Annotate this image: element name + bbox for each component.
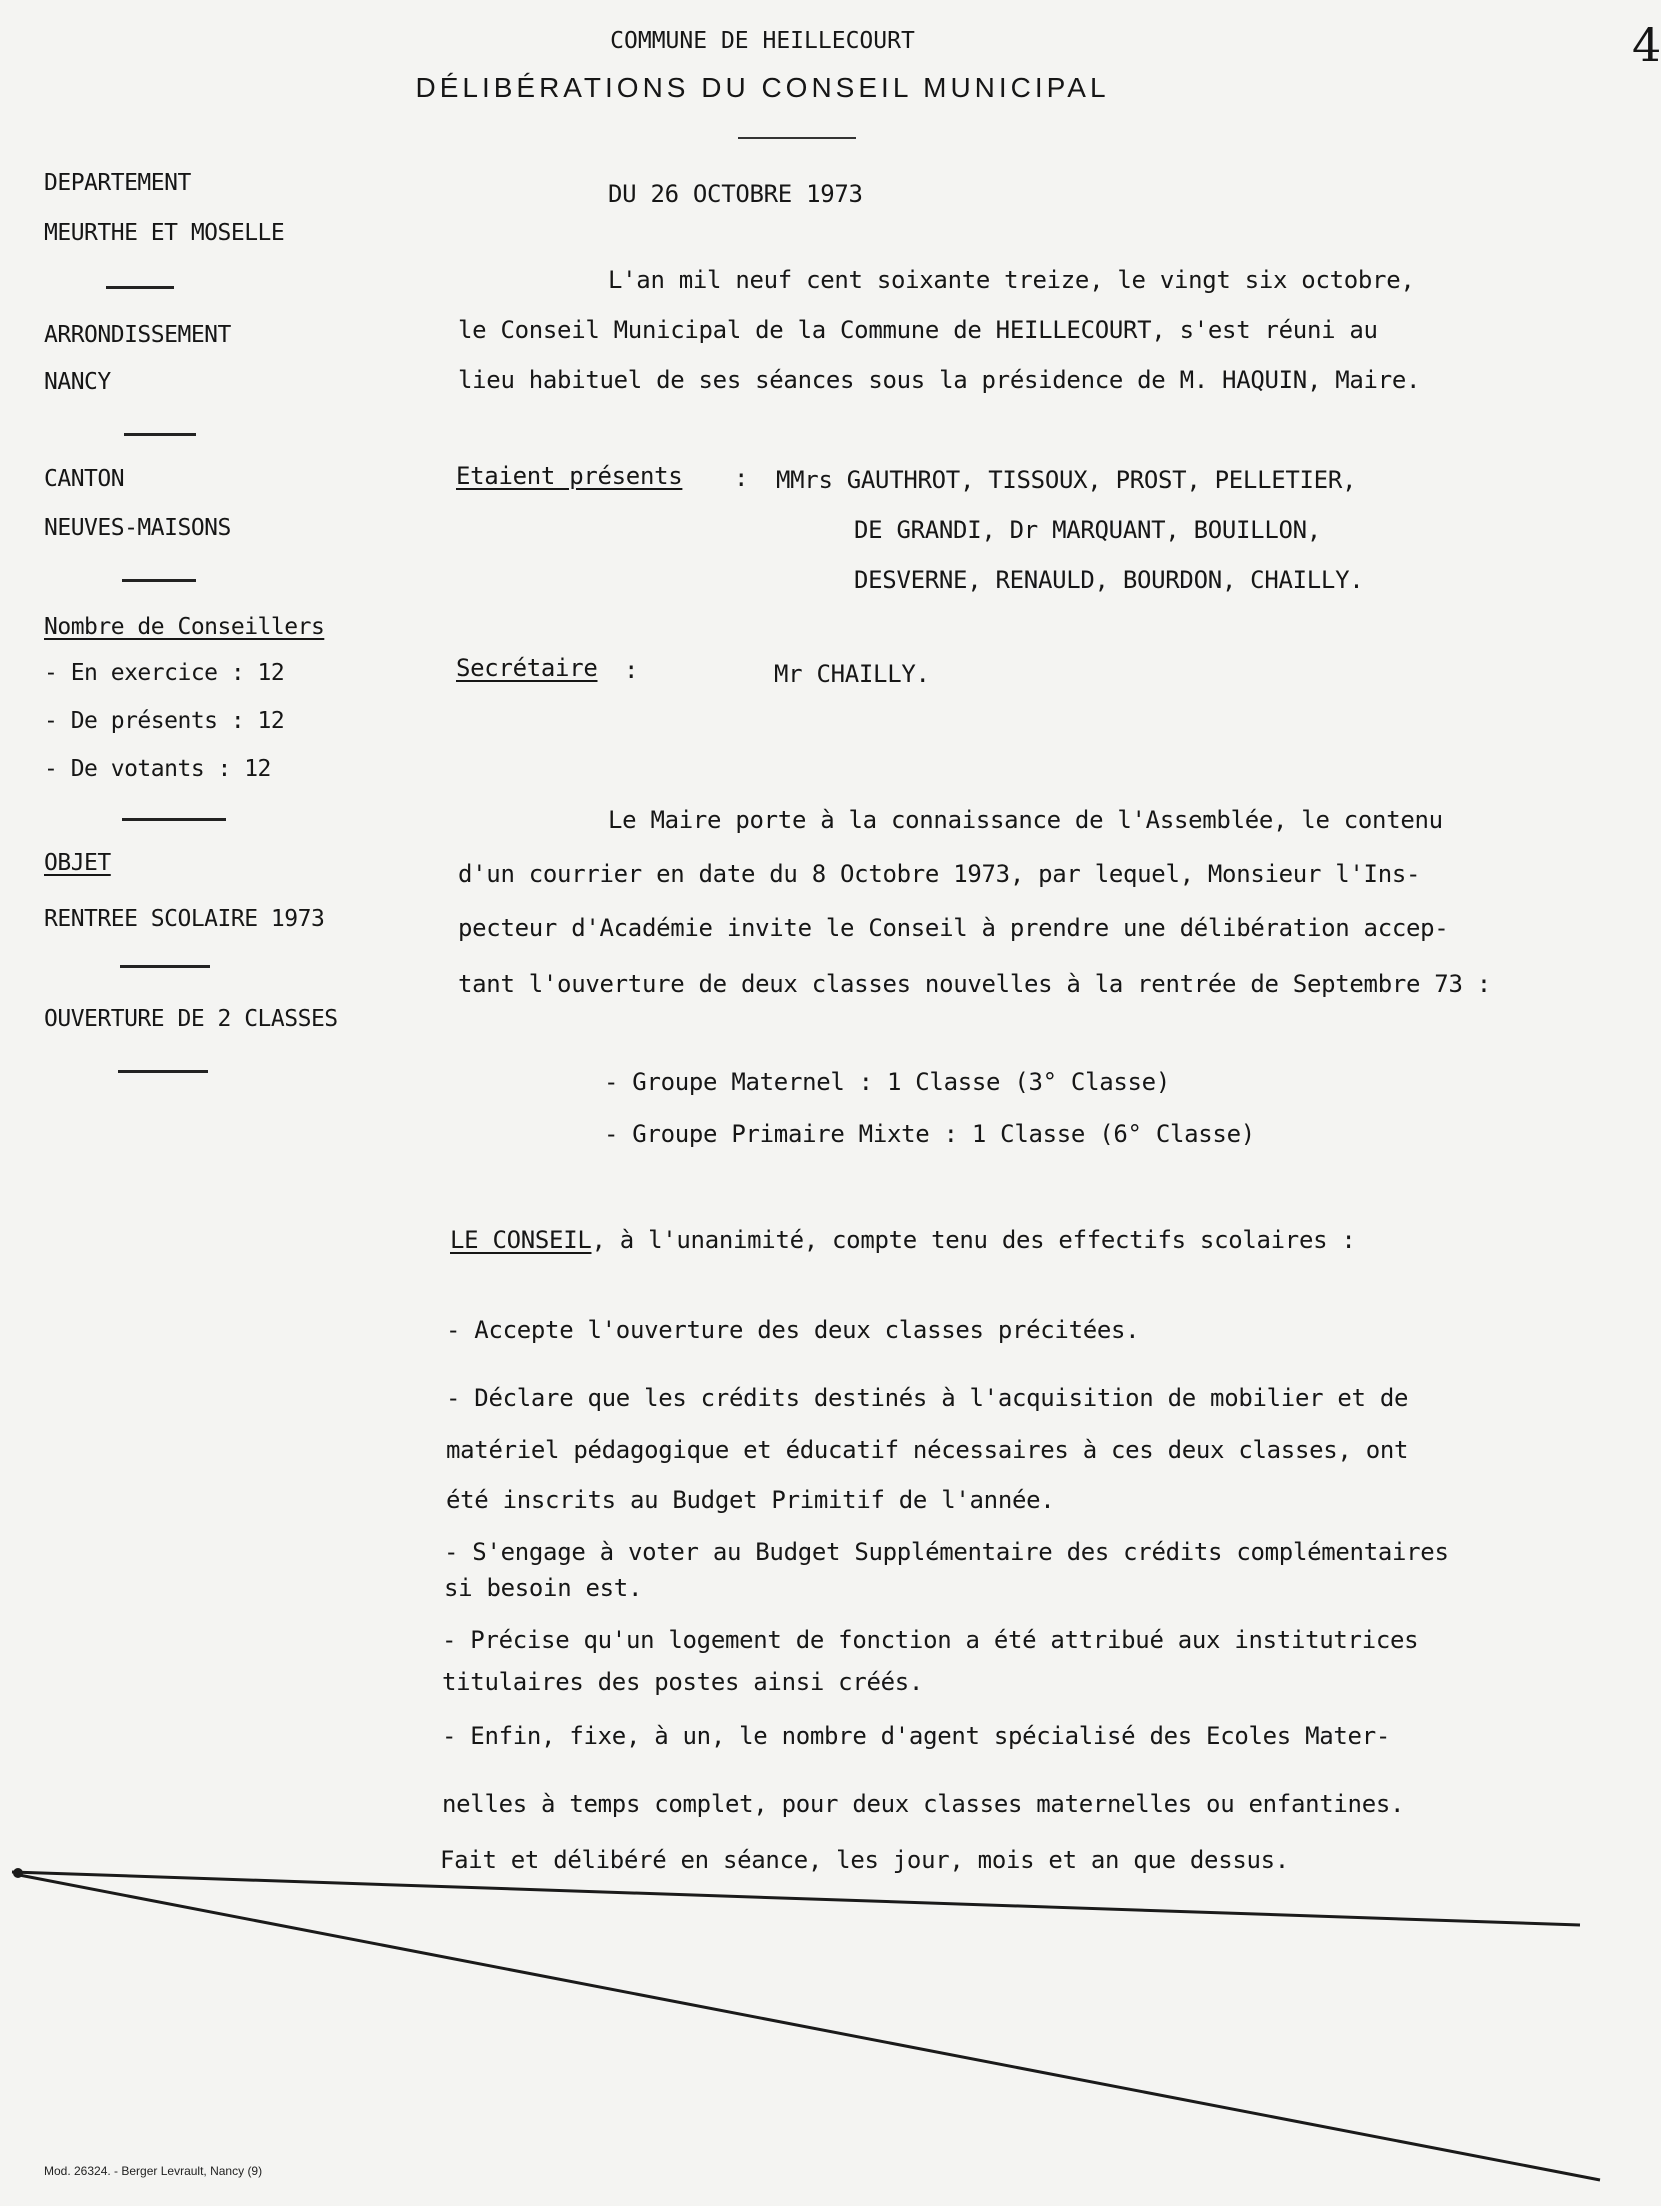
decision-line: - S'engage à voter au Budget Supplémentaire des crédits complémentaires <box>444 1538 1449 1566</box>
decision-line: été inscrits au Budget Primitif de l'année. <box>446 1486 1055 1514</box>
secretaire-colon: : <box>624 656 639 684</box>
conseillers-votants: - De votants : 12 <box>44 756 271 782</box>
conseil-text: , à l'unanimité, compte tenu des effectifs scolaires : <box>591 1226 1356 1254</box>
page-title: DÉLIBÉRATIONS DU CONSEIL MUNICIPAL <box>415 72 1110 103</box>
objet-heading: OBJET <box>44 850 111 876</box>
canton-value: NEUVES-MAISONS <box>44 515 231 541</box>
decision-line: matériel pédagogique et éducatif nécessaires à ces deux classes, ont <box>446 1436 1409 1464</box>
groupe-item: - Groupe Primaire Mixte : 1 Classe (6° Classe) <box>604 1120 1255 1148</box>
conseillers-presents: - De présents : 12 <box>44 708 285 734</box>
objet-ouverture: OUVERTURE DE 2 CLASSES <box>44 1006 338 1032</box>
arrondissement-value: NANCY <box>44 369 111 395</box>
departement-label: DEPARTEMENT <box>44 170 191 196</box>
secretaire-label: Secrétaire <box>456 654 598 682</box>
strike-origin <box>13 1868 23 1878</box>
objet-rentree: RENTREE SCOLAIRE 1973 <box>44 906 325 932</box>
presents-label: Etaient présents <box>456 462 683 490</box>
decision-line: si besoin est. <box>444 1574 643 1602</box>
arrondissement-label: ARRONDISSEMENT <box>44 322 231 348</box>
strike-line <box>12 1872 1580 1925</box>
secretaire-name: Mr CHAILLY. <box>774 660 930 688</box>
strike-line <box>14 1874 1600 2180</box>
groupe-item: - Groupe Maternel : 1 Classe (3° Classe) <box>604 1068 1170 1096</box>
maire-paragraph-line: pecteur d'Académie invite le Conseil à prendre une délibération accep- <box>458 914 1449 942</box>
maire-paragraph-line: Le Maire porte à la connaissance de l'Assemblée, le contenu <box>608 806 1443 834</box>
page-number: 4 <box>1632 18 1661 72</box>
decision-line: - Déclare que les crédits destinés à l'acquisition de mobilier et de <box>446 1384 1409 1412</box>
session-date: DU 26 OCTOBRE 1973 <box>608 180 863 208</box>
intro-line: le Conseil Municipal de la Commune de HEILLECOURT, s'est réuni au <box>458 316 1378 344</box>
conseillers-heading: Nombre de Conseillers <box>44 614 325 640</box>
presents-line: DE GRANDI, Dr MARQUANT, BOUILLON, <box>854 516 1321 544</box>
presents-colon: : <box>734 464 749 492</box>
decision-line: - Enfin, fixe, à un, le nombre d'agent spécialisé des Ecoles Mater- <box>442 1722 1390 1750</box>
intro-line: lieu habituel de ses séances sous la présidence de M. HAQUIN, Maire. <box>458 366 1421 394</box>
printer-imprint: Mod. 26324. - Berger Levrault, Nancy (9) <box>44 2164 263 2178</box>
conseillers-en-exercice: - En exercice : 12 <box>44 660 285 686</box>
maire-paragraph-line: d'un courrier en date du 8 Octobre 1973, par lequel, Monsieur l'Ins- <box>458 860 1421 888</box>
presents-line: MMrs GAUTHROT, TISSOUX, PROST, PELLETIER, <box>776 466 1357 494</box>
decision-line: titulaires des postes ainsi créés. <box>442 1668 924 1696</box>
conseil-label: LE CONSEIL <box>450 1226 592 1254</box>
departement-value: MEURTHE ET MOSELLE <box>44 220 285 246</box>
canton-label: CANTON <box>44 466 125 492</box>
decision-line: - Précise qu'un logement de fonction a été attribué aux institutrices <box>442 1626 1419 1654</box>
presents-line: DESVERNE, RENAULD, BOURDON, CHAILLY. <box>854 566 1364 594</box>
decision-line: nelles à temps complet, pour deux classes maternelles ou enfantines. <box>442 1790 1405 1818</box>
commune-name: COMMUNE DE HEILLECOURT <box>610 28 915 54</box>
decision-line: - Accepte l'ouverture des deux classes précitées. <box>446 1316 1140 1344</box>
closing-statement: Fait et délibéré en séance, les jour, mois et an que dessus. <box>440 1846 1289 1874</box>
intro-line: L'an mil neuf cent soixante treize, le vingt six octobre, <box>608 266 1415 294</box>
maire-paragraph-line: tant l'ouverture de deux classes nouvelles à la rentrée de Septembre 73 : <box>458 970 1491 998</box>
